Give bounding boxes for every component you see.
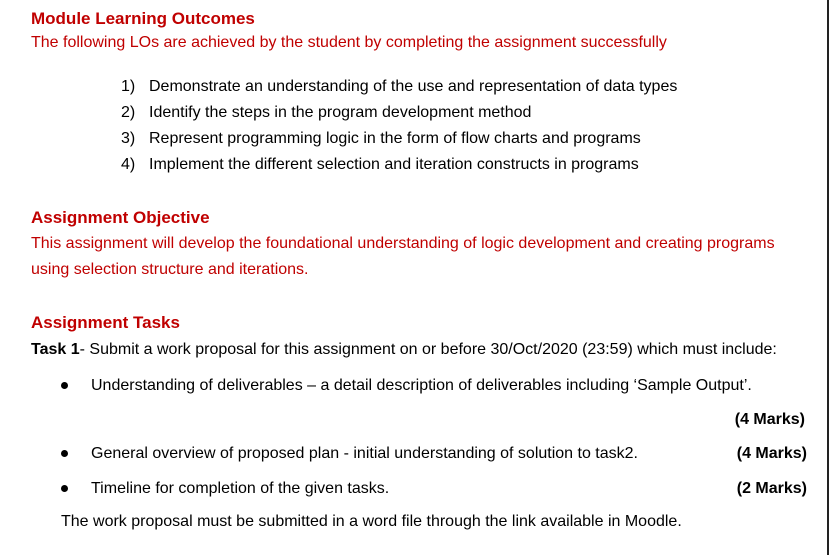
outcome-item: [121, 156, 639, 174]
bullet-icon: [61, 450, 68, 457]
outcome-number: 1): [121, 78, 136, 95]
deliverables-marks: (4 Marks): [734, 411, 805, 428]
outcomes-heading: Module Learning Outcomes: [31, 9, 255, 28]
bullet-icon: [61, 382, 68, 389]
outcome-number: 2): [121, 104, 136, 121]
outcome-item: [121, 130, 641, 148]
overview-marks: (4 Marks): [736, 445, 807, 462]
outcome-text: Demonstrate an understanding of the use and representation of data types: [149, 78, 678, 95]
outcome-text: Represent programming logic in the form of flow charts and programs: [149, 130, 641, 147]
outcome-number: 3): [121, 130, 136, 147]
outcome-text: Identify the steps in the program development method: [149, 104, 532, 121]
outcome-number: 4): [121, 156, 136, 173]
outcome-text: Implement the different selection and iteration constructs in programs: [149, 156, 639, 173]
proposal-footer: The work proposal must be submitted in a word file through the link available in Moodle.: [61, 513, 682, 530]
deliverables-bullet-text: Understanding of deliverables – a detail description of deliverables including ‘Sample Output’.: [91, 377, 752, 394]
outcomes-intro: The following LOs are achieved by the student by completing the assignment successfully: [31, 34, 667, 51]
objective-heading: Assignment Objective: [31, 208, 210, 227]
objective-line-1: This assignment will develop the foundational understanding of logic development and creating programs: [31, 235, 775, 252]
overview-bullet-text: General overview of proposed plan - initial understanding of solution to task2.: [91, 445, 638, 462]
timeline-marks: (2 Marks): [736, 480, 807, 497]
tasks-heading: Assignment Tasks: [31, 313, 180, 332]
bullet-icon: [61, 485, 68, 492]
task-1-line: [31, 341, 777, 359]
objective-line-2: using selection structure and iterations.: [31, 261, 309, 278]
task-1-label: Task 1: [31, 341, 80, 358]
outcome-item: [121, 104, 531, 122]
timeline-bullet-text: Timeline for completion of the given tasks.: [91, 480, 390, 497]
task-1-text: - Submit a work proposal for this assignment on or before 30/Oct/2020 (23:59) which must include:: [79, 341, 777, 358]
outcome-item: [121, 78, 677, 96]
